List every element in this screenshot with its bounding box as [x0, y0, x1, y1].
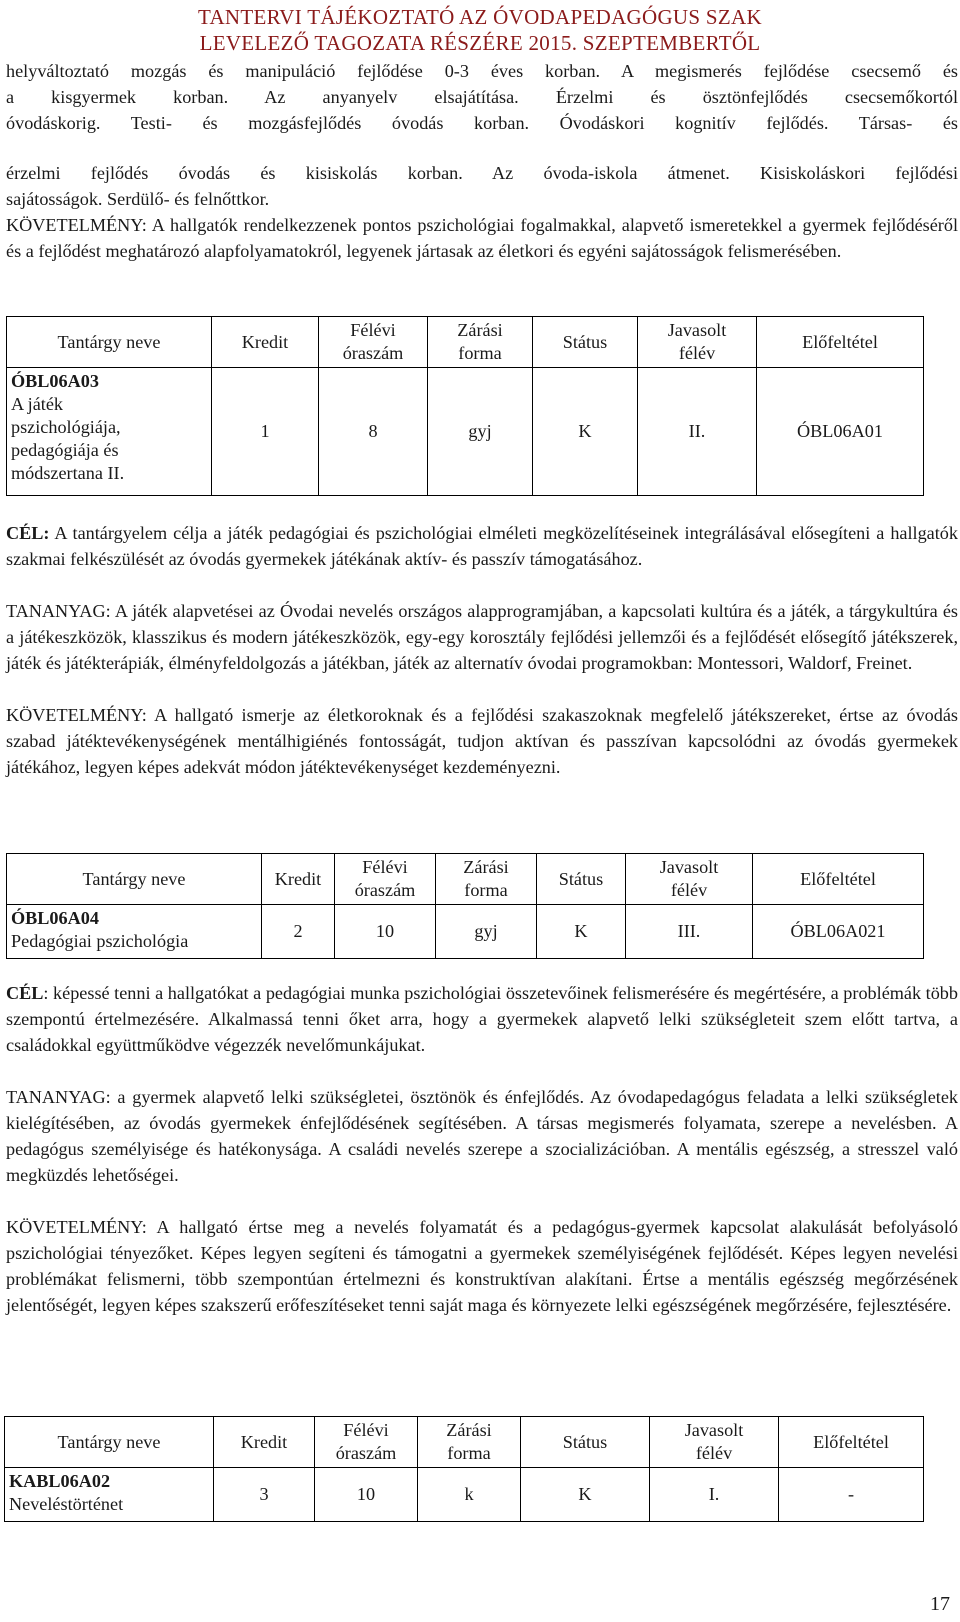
subject-table-2 — [6, 853, 924, 959]
subject1-goal — [6, 520, 958, 572]
subject-name-line: A játék — [11, 394, 64, 414]
subject-name-cell — [7, 368, 212, 496]
form-value: gyj — [428, 368, 533, 496]
header-hours — [319, 317, 428, 368]
requirement-label: KÖVETELMÉNY — [6, 215, 142, 235]
hours-value: 8 — [319, 368, 428, 496]
header-subject-name: Tantárgy neve — [5, 1417, 214, 1468]
prerequisite-value: - — [779, 1468, 924, 1522]
hours-value: 10 — [335, 905, 436, 959]
header-semester-line1: Javasolt — [684, 1420, 744, 1440]
header-credit: Kredit — [214, 1417, 315, 1468]
header-hours-line1: Félévi — [343, 1420, 389, 1440]
table-row — [7, 905, 924, 959]
header-form-line1: Zárási — [457, 320, 503, 340]
subject-code: KABL06A02 — [9, 1471, 111, 1491]
header-form-line2: forma — [458, 343, 502, 363]
subject-name-line: Neveléstörténet — [9, 1494, 124, 1514]
header-semester-line2: félév — [670, 880, 708, 900]
header-prerequisite: Előfeltétel — [779, 1417, 924, 1468]
status-value: K — [537, 905, 626, 959]
header-semester-line2: félév — [695, 1443, 733, 1463]
subject2-material — [6, 1084, 958, 1188]
header-hours — [335, 854, 436, 905]
subject-table-1 — [6, 316, 924, 496]
subject1-material — [6, 598, 958, 676]
header-prerequisite: Előfeltétel — [753, 854, 924, 905]
intro-line-1: helyváltoztató mozgás és manipuláció fejlődése 0-3 éves korban. A megismerés fejlődése csecsemő és — [6, 61, 958, 81]
intro-paragraph — [6, 58, 958, 136]
header-subject-name: Tantárgy neve — [7, 317, 212, 368]
prerequisite-value: ÓBL06A01 — [757, 368, 924, 496]
header-hours — [315, 1417, 418, 1468]
header-form — [418, 1417, 521, 1468]
header-status: Státus — [521, 1417, 650, 1468]
goal-label: CÉL: — [6, 523, 50, 543]
header-form-line1: Zárási — [463, 857, 509, 877]
prerequisite-value: ÓBL06A021 — [753, 905, 924, 959]
hours-value: 10 — [315, 1468, 418, 1522]
header-hours-line2: óraszám — [342, 343, 404, 363]
subject-name-line: módszertana II. — [11, 463, 125, 483]
status-value: K — [533, 368, 638, 496]
header-prerequisite: Előfeltétel — [757, 317, 924, 368]
table-row — [5, 1468, 924, 1522]
header-subject-name: Tantárgy neve — [7, 854, 262, 905]
header-semester — [638, 317, 757, 368]
material-text: : a gyermek alapvető lelki szükségletei, ösztönök és énfejlődés. Az óvodapedagógus feladata a lelki szükségletek kielégítésében, az óvodás gyermekek énfejlődésének segítésében. A társas megismerés folyamata, szerepe a nevelésben. A pedagógus személyisége és hatékonysága. A családi nevelés szerepe a szocializációban. A mentális egészség, a stresszel való megküzdés lehetőségei. — [6, 1087, 958, 1185]
header-hours-line1: Félévi — [362, 857, 408, 877]
material-label: TANANYAG — [6, 1087, 106, 1107]
subject1-requirement — [6, 702, 958, 780]
subject-name-cell — [5, 1468, 214, 1522]
requirement-label: KÖVETELMÉNY — [6, 1217, 142, 1237]
table-header-row — [7, 854, 924, 905]
goal-text: : képessé tenni a hallgatókat a pedagógiai munka pszichológiai összetevőinek felismerésére és megértésére, a problémák több szempontú értelmezésére. Alkalmassá tenni őket arra, hogy a gyermekek alapvető lelki szükségleteit szem előtt tartva, a családokkal együttműködve végezzék nevelőmunkájukat. — [6, 983, 958, 1055]
intro-line-5: sajátosságok. Serdülő- és felnőttkor. — [6, 189, 270, 209]
subject-name-line: Pedagógiai pszichológia — [11, 931, 189, 951]
header-credit: Kredit — [212, 317, 319, 368]
subject-name-cell — [7, 905, 262, 959]
page-header — [0, 4, 960, 56]
semester-value: III. — [626, 905, 753, 959]
header-hours-line1: Félévi — [350, 320, 396, 340]
subject-table-3 — [4, 1416, 924, 1522]
material-text: A játék alapvetései az Óvodai nevelés országos alapprogramjában, a kapcsolati kultúra és a játék, a tárgykultúra és a játékeszközök, klasszikus és modern játékeszközök, egy-egy korosztály fejlődési jellemzői és a fejlődését elősegítő játékszerek, játék és játékterápiák, élményfeldolgozás a játékban, játék az alternatív óvodai programokban: Montessori, Waldorf, Freinet. — [6, 601, 958, 673]
intro-paragraph-2 — [6, 160, 958, 212]
goal-label: CÉL — [6, 983, 44, 1003]
table-header-row — [7, 317, 924, 368]
requirement-label: KÖVETELMÉNY — [6, 705, 142, 725]
subject-code: ÓBL06A03 — [11, 371, 99, 391]
header-form-line2: forma — [447, 1443, 491, 1463]
semester-value: II. — [638, 368, 757, 496]
header-semester-line2: félév — [678, 343, 716, 363]
table-header-row — [5, 1417, 924, 1468]
page-number: 17 — [930, 1593, 950, 1615]
intro-line-3: óvodáskorig. Testi- és mozgásfejlődés óvodás korban. Óvodáskori kognitív fejlődés. Társas- és — [6, 113, 958, 133]
header-form — [428, 317, 533, 368]
material-label: TANANYAG: — [6, 601, 111, 621]
status-value: K — [521, 1468, 650, 1522]
header-semester — [626, 854, 753, 905]
header-hours-line2: óraszám — [335, 1443, 397, 1463]
header-hours-line2: óraszám — [354, 880, 416, 900]
header-line-2: LEVELEZŐ TAGOZATA RÉSZÉRE 2015. SZEPTEMBERTŐL — [199, 31, 761, 55]
header-semester — [650, 1417, 779, 1468]
header-status: Státus — [533, 317, 638, 368]
goal-text: A tantárgyelem célja a játék pedagógiai és pszichológiai elméleti megközelítéseinek integrálásával elősegíteni a hallgatók szakmai felkészülését az óvodás gyermekek játékának aktív- és passzív támogatásához. — [6, 523, 958, 569]
subject-name-line: pedagógiája és — [11, 440, 119, 460]
requirement-text: : A hallgató értse meg a nevelés folyamatát és a pedagógus-gyermek kapcsolat alakulását befolyásoló pszichológiai tényezőket. Képes legyen segíteni és támogatni a gyermekek személyiségének fejlődését. Képes legyen nevelési problémákat felismerni, több szempontúan értelmezni és konstruktívan alakítani. Értse a mentális egészség megőrzésének jelentőségét, legyen képes szakszerű erőfeszítéseket tenni saját maga és környezete lelki egészségének megőrzésére, fejlesztésére. — [6, 1217, 958, 1315]
header-status: Státus — [537, 854, 626, 905]
requirement-text: : A hallgatók rendelkezzenek pontos pszichológiai fogalmakkal, alapvető ismeretekkel a gyermek fejlődéséről és a fejlődést meghatározó alapfolyamatokról, legyenek jártasak az életkori és egyéni sajátosságok felismerésében. — [6, 215, 958, 261]
intro-line-4: érzelmi fejlődés óvodás és kisiskolás korban. Az óvoda-iskola átmenet. Kisiskoláskori fejlődési — [6, 163, 958, 183]
credit-value: 1 — [212, 368, 319, 496]
intro-line-2: a kisgyermek korban. Az anyanyelv elsajátítása. Érzelmi és ösztönfejlődés csecsemőkortól — [6, 87, 958, 107]
credit-value: 2 — [262, 905, 335, 959]
credit-value: 3 — [214, 1468, 315, 1522]
semester-value: I. — [650, 1468, 779, 1522]
table-row — [7, 368, 924, 496]
subject2-requirement — [6, 1214, 958, 1318]
header-form — [436, 854, 537, 905]
header-form-line2: forma — [464, 880, 508, 900]
subject-code: ÓBL06A04 — [11, 908, 99, 928]
form-value: gyj — [436, 905, 537, 959]
subject-name-line: pszichológiája, — [11, 417, 121, 437]
form-value: k — [418, 1468, 521, 1522]
header-line-1: TANTERVI TÁJÉKOZTATÓ AZ ÓVODAPEDAGÓGUS SZAK — [198, 5, 762, 29]
header-credit: Kredit — [262, 854, 335, 905]
header-form-line1: Zárási — [446, 1420, 492, 1440]
header-semester-line1: Javasolt — [667, 320, 727, 340]
intro-requirements — [6, 212, 958, 264]
requirement-text: : A hallgató ismerje az életkoroknak és a fejlődési szakaszoknak megfelelő játékszereket, értse az óvodás szabad játéktevékenységének mentálhigiénés fontosságát, tudjon aktívan és passzívan kapcsolódni az óvodás gyermekek játékához, legyen képes adekvát módon játéktevékenységet kezdeményezni. — [6, 705, 958, 777]
header-semester-line1: Javasolt — [659, 857, 719, 877]
subject2-goal — [6, 980, 958, 1058]
